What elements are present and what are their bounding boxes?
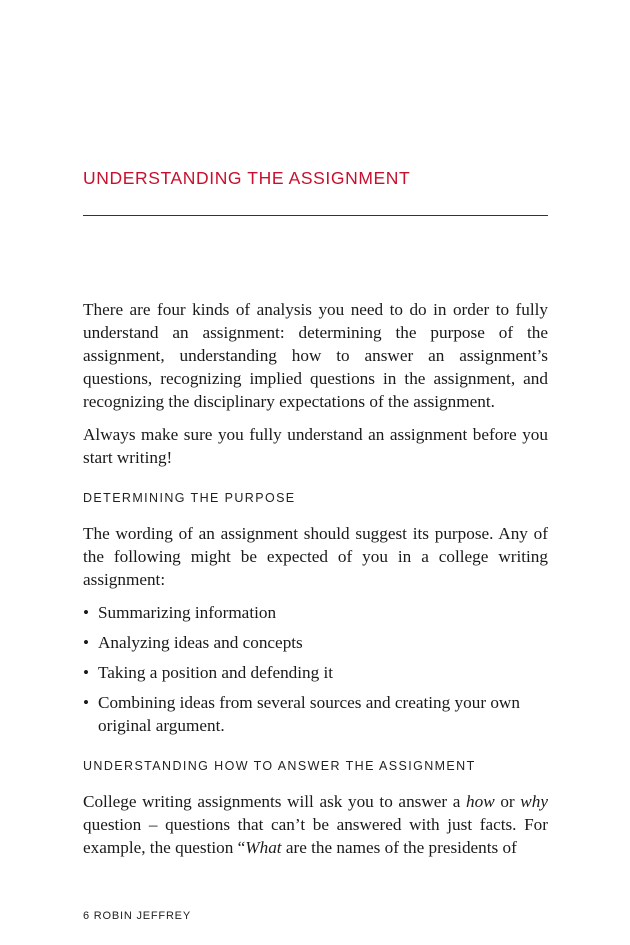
bullet-icon: • xyxy=(83,633,90,652)
list-item-text: Analyzing ideas and concepts xyxy=(98,633,303,652)
answer-paragraph: College writing assignments will ask you to answer a how or why question – questions that can’t be answered with just facts. For example, the question “What are the names of the presidents of xyxy=(83,792,548,857)
chapter-title: UNDERSTANDING THE ASSIGNMENT xyxy=(83,168,411,188)
purpose-paragraph: The wording of an assignment should suggest its purpose. Any of the following might be expected of you in a college writing assignment: xyxy=(83,524,548,589)
section-heading-answer: UNDERSTANDING HOW TO ANSWER THE ASSIGNMENT xyxy=(83,759,476,773)
list-item xyxy=(83,691,548,737)
section-heading-purpose: DETERMINING THE PURPOSE xyxy=(83,491,296,505)
bullet-icon: • xyxy=(83,603,90,622)
bullet-icon: • xyxy=(83,663,90,682)
intro-paragraph: There are four kinds of analysis you need to do in order to fully understand an assignment: determining the purpose of the assignment, understanding how to answer an assignment’s questions, recognizing implied questions in the assignment, and recognizing the disciplinary expectations of the assignment. xyxy=(83,300,548,411)
bullet-icon: • xyxy=(83,693,90,712)
page-footer: 6 ROBIN JEFFREY xyxy=(83,910,191,922)
list-item xyxy=(83,601,548,624)
list-item-text: Summarizing information xyxy=(98,603,277,622)
reminder-paragraph: Always make sure you fully understand an assignment before you start writing! xyxy=(83,425,548,467)
emphasis-what: What xyxy=(245,838,282,857)
emphasis-how: how xyxy=(466,792,495,811)
list-item xyxy=(83,631,548,654)
emphasis-why: why xyxy=(520,792,548,811)
list-item xyxy=(83,661,548,684)
title-divider xyxy=(83,215,548,216)
purpose-bullet-list xyxy=(83,601,548,737)
page-body xyxy=(83,298,548,869)
list-item-text: Taking a position and defending it xyxy=(98,663,334,682)
list-item-text: Combining ideas from several sources and creating your own original argument. xyxy=(98,693,520,735)
